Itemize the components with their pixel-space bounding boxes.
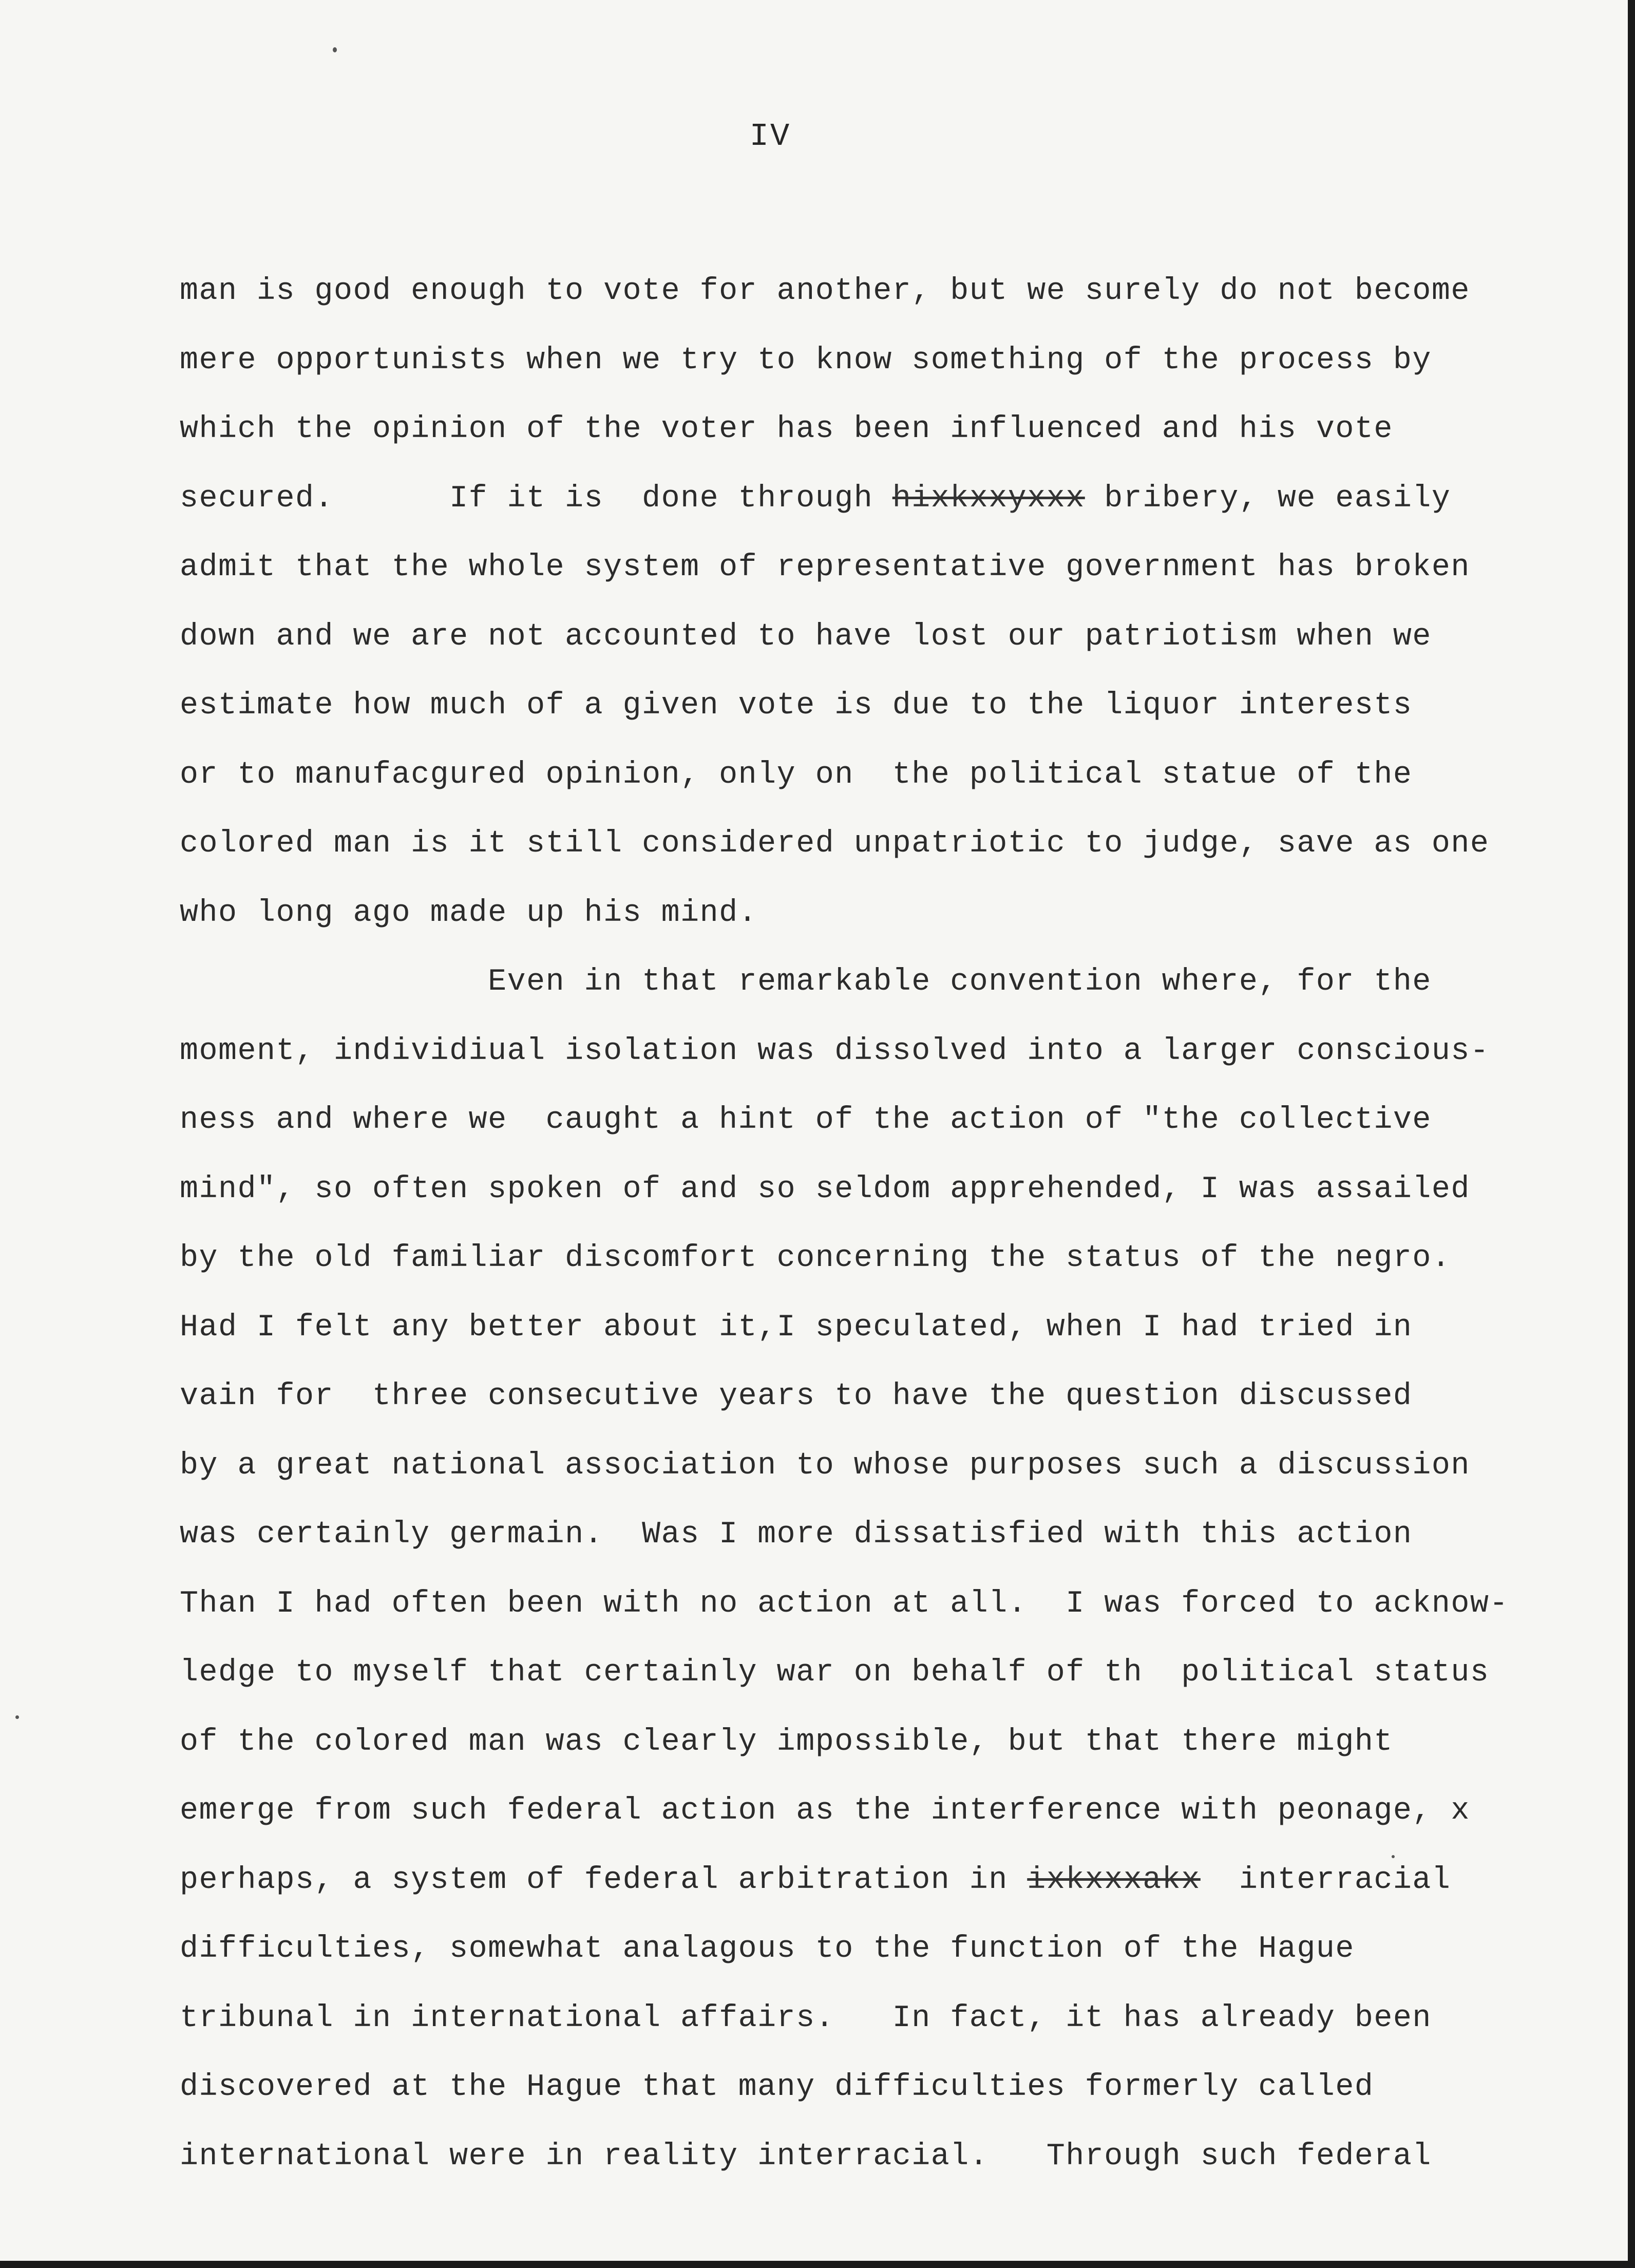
text-line: mere opportunists when we try to know something of the process by xyxy=(180,343,1432,378)
ink-speck xyxy=(15,1715,19,1719)
page-number: IV xyxy=(749,118,791,155)
struck-out-text: ixkxxxakx xyxy=(1027,1862,1201,1898)
text-line: was certainly germain. Was I more dissatisfied with this action xyxy=(180,1517,1413,1552)
text-line: emerge from such federal action as the interference with peonage, x xyxy=(180,1793,1470,1828)
text-line: who long ago made up his mind. xyxy=(180,895,758,931)
text-line: ness and where we caught a hint of the action of "the collective xyxy=(180,1103,1432,1138)
text-line: Than I had often been with no action at all. I was forced to acknow- xyxy=(180,1586,1509,1621)
text-line: international were in reality interracial. Through such federal xyxy=(180,2139,1432,2174)
text-line: estimate how much of a given vote is due to the liquor interests xyxy=(180,688,1413,723)
text-line: Had I felt any better about it,I speculated, when I had tried in xyxy=(180,1310,1413,1345)
text-line: colored man is it still considered unpatriotic to judge, save as one xyxy=(180,826,1490,861)
text-line: tribunal in international affairs. In fact, it has already been xyxy=(180,2000,1432,2036)
struck-out-text: hixkxxyxxx xyxy=(892,481,1085,516)
text-line: perhaps, a system of federal arbitration in ixkxxxakx interracial xyxy=(180,1862,1451,1898)
text-line: by the old familiar discomfort concerning the status of the negro. xyxy=(180,1241,1451,1276)
text-line: mind", so often spoken of and so seldom apprehended, I was assailed xyxy=(180,1171,1470,1207)
text-line: or to manufacgured opinion, only on the political statue of the xyxy=(180,757,1413,792)
text-line: moment, individiual isolation was dissolved into a larger conscious- xyxy=(180,1033,1490,1069)
text-line: by a great national association to whose purposes such a discussion xyxy=(180,1448,1470,1483)
text-line: vain for three consecutive years to have the question discussed xyxy=(180,1379,1413,1414)
text-line: of the colored man was clearly impossible, but that there might xyxy=(180,1724,1393,1760)
body-text xyxy=(180,257,1546,2191)
text-line: down and we are not accounted to have lost our patriotism when we xyxy=(180,619,1432,654)
ink-speck xyxy=(333,47,337,52)
text-line: Even in that remarkable convention where, for the xyxy=(180,965,1432,999)
text-line: man is good enough to vote for another, but we surely do not become xyxy=(180,274,1470,309)
text-line: ledge to myself that certainly war on behalf of th political status xyxy=(180,1655,1490,1690)
text-line: secured. If it is done through hixkxxyxxx bribery, we easily xyxy=(180,481,1451,516)
text-line: which the opinion of the voter has been influenced and his vote xyxy=(180,412,1393,447)
text-line: discovered at the Hague that many difficulties formerly called xyxy=(180,2070,1374,2105)
text-line: difficulties, somewhat analagous to the function of the Hague xyxy=(180,1932,1355,1967)
text-line: admit that the whole system of representative government has broken xyxy=(180,550,1470,585)
